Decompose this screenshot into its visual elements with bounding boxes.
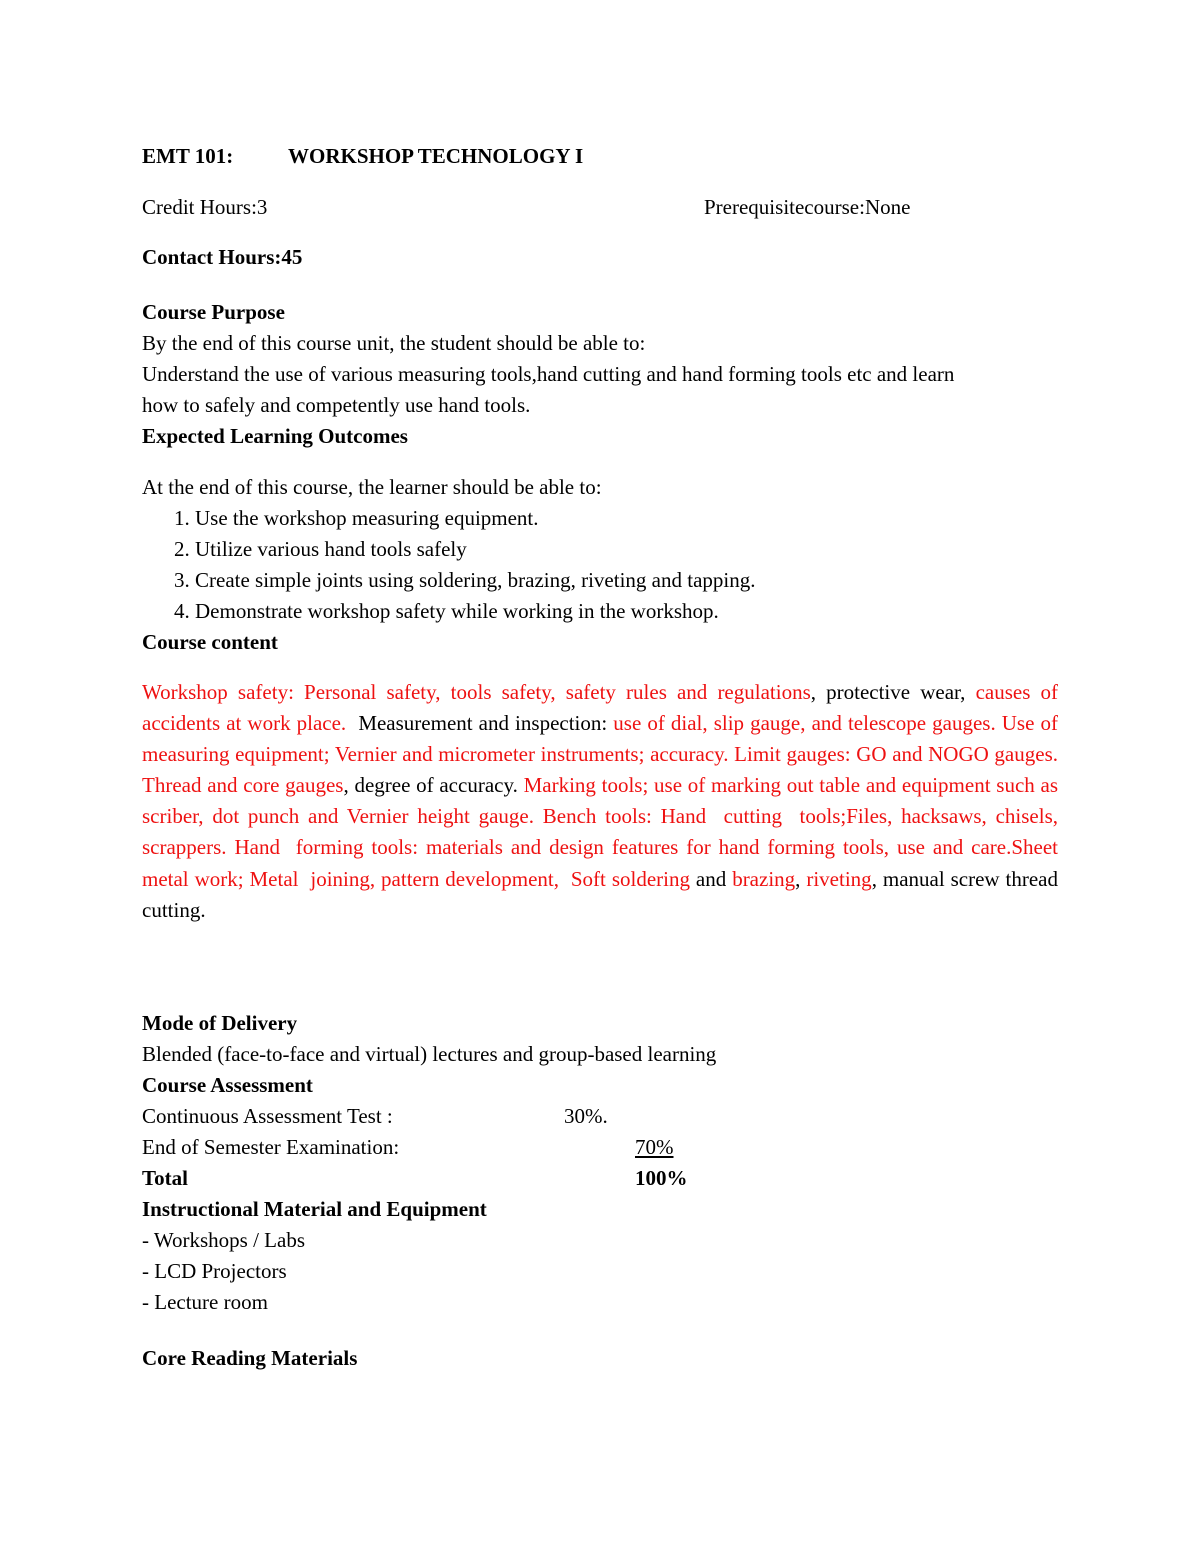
course-title: WORKSHOP TECHNOLOGY I <box>288 144 584 168</box>
outcomes-intro: At the end of this course, the learner should be able to: <box>142 475 602 499</box>
content-segment: causes of accidents at work place. <box>142 680 1064 736</box>
contact-hours: Contact Hours:45 <box>142 245 303 269</box>
core-reading-heading: Core Reading Materials <box>142 1346 358 1370</box>
course-code: EMT 101: <box>142 144 234 168</box>
course-purpose-line-3: how to safely and competently use hand tools. <box>142 393 531 417</box>
content-segment: Workshop safety: Personal safety, tools safety, safety rules and regulations <box>142 680 811 704</box>
list-item: 4. Demonstrate workshop safety while working in the workshop. <box>174 599 719 623</box>
list-item: - Lecture room <box>142 1290 268 1314</box>
course-purpose-heading: Course Purpose <box>142 300 285 324</box>
list-item: 2. Utilize various hand tools safely <box>174 537 467 561</box>
assessment-heading: Course Assessment <box>142 1073 313 1097</box>
prerequisite: Prerequisitecourse:None <box>704 195 911 219</box>
list-item: - Workshops / Labs <box>142 1228 305 1252</box>
content-segment: , protective wear, <box>810 680 976 704</box>
content-segment: Marking tools; use of marking out table and equipment such as scriber, dot punch and Vernier height gauge. Bench tools: Hand cutting tools;Files, hacksaws, chisels, scrappers. Hand forming tools: materials and design features for hand forming tools, use and care.Sheet metal work; Metal joining, pattern development, Soft soldering <box>142 773 1064 891</box>
content-segment: , manual screw thread cutting. <box>142 866 1064 922</box>
delivery-text: Blended (face-to-face and virtual) lectures and group-based learning <box>142 1042 717 1066</box>
credit-hours: Credit Hours:3 <box>142 195 268 219</box>
document-page <box>142 0 1064 1553</box>
content-segment: use of dial, slip gauge, and telescope gauges. Use of measuring equipment; Vernier and micrometer instruments; accuracy. Limit gauges: GO and NOGO gauges. Thread and core gauges <box>142 711 1064 798</box>
content-segment: riveting <box>806 866 872 891</box>
outcomes-heading: Expected Learning Outcomes <box>142 424 408 448</box>
materials-heading: Instructional Material and Equipment <box>142 1197 487 1221</box>
assessment-total-label: Total <box>142 1166 188 1190</box>
course-purpose-line-2: Understand the use of various measuring tools,hand cutting and hand forming tools etc and learn <box>142 362 955 386</box>
content-segment: , degree of accuracy. <box>343 773 524 798</box>
content-segment: brazing <box>732 866 796 891</box>
list-item: - LCD Projectors <box>142 1259 287 1283</box>
assessment-cat-label: Continuous Assessment Test : <box>142 1104 393 1128</box>
course-content-paragraph <box>142 677 1064 926</box>
list-item: 3. Create simple joints using soldering, brazing, riveting and tapping. <box>174 568 756 592</box>
course-purpose-line-1: By the end of this course unit, the student should be able to: <box>142 331 646 355</box>
assessment-exam-value: 70% <box>635 1135 674 1159</box>
content-segment: Measurement and inspection: <box>346 711 614 736</box>
assessment-exam-label: End of Semester Examination: <box>142 1135 400 1159</box>
content-segment: and <box>689 866 733 891</box>
course-content-heading: Course content <box>142 630 278 654</box>
delivery-heading: Mode of Delivery <box>142 1011 298 1035</box>
list-item: 1. Use the workshop measuring equipment. <box>174 506 539 530</box>
content-segment: , <box>795 866 807 891</box>
assessment-total-value: 100% <box>635 1166 688 1190</box>
assessment-cat-value: 30%. <box>564 1104 608 1128</box>
